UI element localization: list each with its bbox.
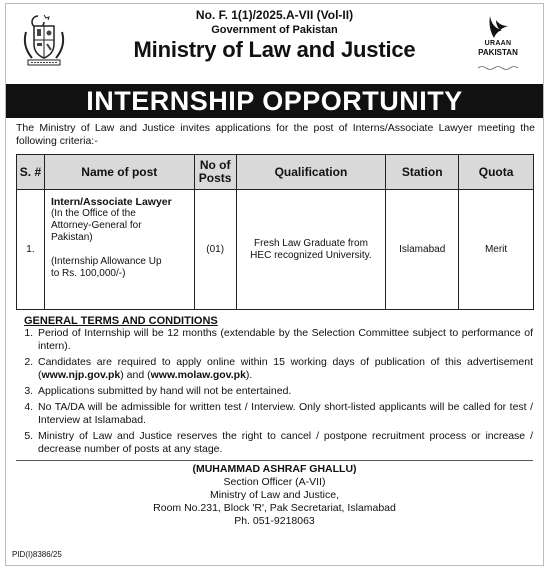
list-item: 5. Ministry of Law and Justice reserves the right to cancel / postpone recruitment process or increase / decrease number of posts at any stage. — [36, 430, 533, 456]
advertisement-page — [5, 3, 544, 566]
table-header-row — [17, 155, 534, 190]
internship-banner: INTERNSHIP OPPORTUNITY — [6, 84, 543, 118]
header — [6, 4, 543, 84]
post-detail: (In the Office of the Attorney-General for Pakistan) — [50, 208, 142, 243]
post-title: Intern/Associate Lawyer — [50, 196, 172, 208]
uraan-mark-icon — [484, 12, 512, 40]
list-item: 3. Applications submitted by hand will not be entertained. — [36, 385, 533, 398]
cell-qualification: Fresh Law Graduate from HEC recognized University. — [236, 190, 386, 310]
ministry-title: Ministry of Law and Justice — [133, 37, 416, 62]
table-row — [17, 190, 534, 310]
uraan-line2: PAKISTAN — [478, 48, 518, 57]
col-header-sno: S. # — [17, 155, 45, 190]
signature-block — [6, 463, 543, 528]
signatory-designation: Section Officer (A-VII) — [223, 476, 326, 488]
molaw-link[interactable]: www.molaw.gov.pk — [150, 369, 246, 381]
terms-title: GENERAL TERMS AND CONDITIONS — [24, 315, 218, 327]
intro-text: The Ministry of Law and Justice invites applications for the post of Interns/Associate Lawyer meeting the following criteria:- — [16, 122, 535, 147]
col-header-station: Station — [386, 155, 459, 190]
cell-posts: (01) — [194, 190, 236, 310]
posts-table — [16, 154, 534, 310]
list-item: 2. Candidates are required to apply online within 15 working days of publication of this advertisement (www.njp.gov.pk) and (www.molaw.gov.pk). — [36, 356, 533, 382]
signatory-office: Ministry of Law and Justice, — [210, 489, 339, 501]
pid-number: PID(I)8386/25 — [12, 550, 62, 559]
terms-list — [6, 327, 543, 456]
government-line: Government of Pakistan — [211, 24, 338, 36]
link-and: and — [126, 369, 145, 381]
urdu-script-icon — [476, 64, 520, 70]
cell-sno: 1. — [17, 190, 45, 310]
cell-station: Islamabad — [386, 190, 459, 310]
cell-quota: Merit — [459, 190, 534, 310]
col-header-posts: No of Posts — [194, 155, 236, 190]
col-header-qualification: Qualification — [236, 155, 386, 190]
col-header-post: Name of post — [44, 155, 194, 190]
cell-post — [44, 190, 194, 310]
signatory-phone: Ph. 051-9218063 — [234, 515, 315, 527]
signatory-address: Room No.231, Block 'R', Pak Secretariat, Islamabad — [153, 502, 396, 514]
uraan-pakistan-logo — [469, 12, 527, 68]
col-header-quota: Quota — [459, 155, 534, 190]
list-item: 4. No TA/DA will be admissible for written test / Interview. Only short-listed applicants will be called for test / Interview at Islamabad. — [36, 401, 533, 427]
list-item: 1. Period of Internship will be 12 months (extendable by the Selection Committee subject to performance of intern). — [36, 327, 533, 353]
uraan-line1: URAAN — [484, 40, 512, 47]
post-allowance: (Internship Allowance Up to Rs. 100,000/-) — [50, 256, 162, 279]
signatory-name: (MUHAMMAD ASHRAF GHALLU) — [192, 463, 357, 475]
term-2-text: Candidates are required to apply online within 15 working days of publication of this advertisement — [38, 356, 533, 368]
reference-number: No. F. 1(1)/2025.A-VII (Vol-II) — [195, 8, 354, 22]
divider — [16, 460, 533, 461]
njp-link[interactable]: www.njp.gov.pk — [41, 369, 121, 381]
